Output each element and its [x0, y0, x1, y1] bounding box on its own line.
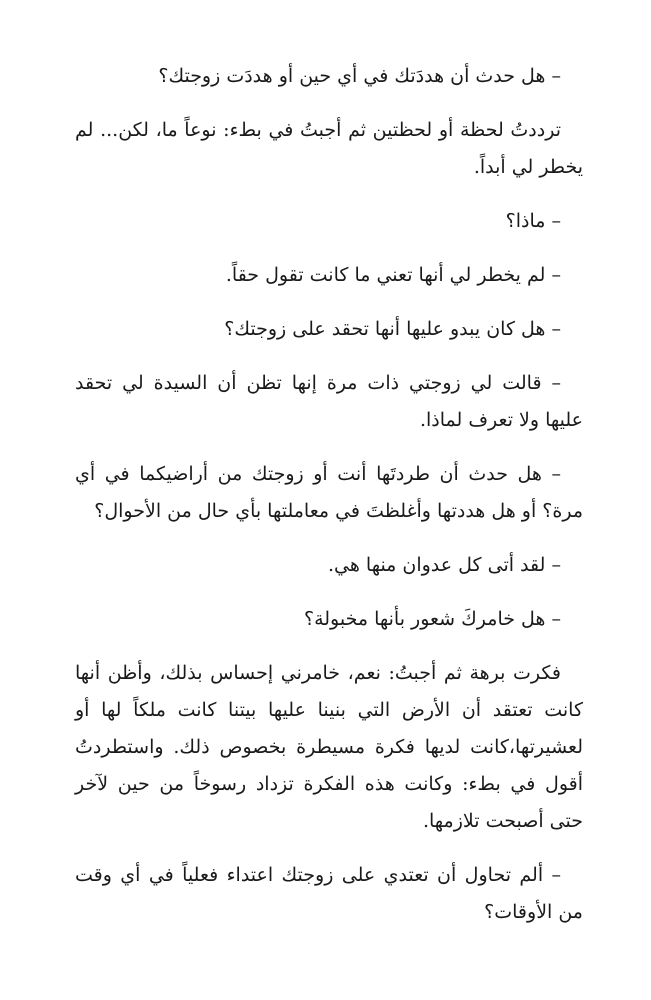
paragraph-7: – هل حدث أن طردتَها أنت أو زوجتك من أراضيكما في أي مرة؟ أو هل هددتها وأغلظتَ في معاملتها بأي حال من الأحوال؟ [75, 463, 583, 522]
paragraph-4: – لم يخطر لي أنها تعني ما كانت تقول حقاً. [225, 264, 561, 286]
paragraph-3: – ماذا؟ [505, 210, 561, 232]
paragraph-6: – قالت لي زوجتي ذات مرة إنها تظن أن السيدة لي تحقد عليها ولا تعرف لماذا. [75, 372, 583, 431]
paragraph-11: – ألم تحاول أن تعتدي على زوجتك اعتداء فعلياً في أي وقت من الأوقات؟ [75, 864, 583, 923]
paragraph-2: ترددتُ لحظة أو لحظتين ثم أجبتُ في بطء: نوعاً ما، لكن... لم يخطر لي أبداً. [75, 119, 583, 178]
paragraph-5: – هل كان يبدو عليها أنها تحقد على زوجتك؟ [224, 318, 561, 340]
paragraph-1: – هل حدث أن هددَتك في أي حين أو هددَت زوجتك؟ [158, 65, 561, 87]
paragraph-10: فكرت برهة ثم أجبتُ: نعم، خامرني إحساس بذلك، وأظن أنها كانت تعتقد أن الأرض التي بنينا عليها بيتنا كانت ملكاً لها أو لعشيرتها،كانت لديها فكرة مسيطرة بخصوص ذلك. واستطردتُ أقول في بطء: وكانت هذه الفكرة تزداد رسوخاً من حين لآخر حتى أصبحت تلازمها. [75, 662, 583, 832]
paragraph-9: – هل خامركَ شعور بأنها مخبولة؟ [303, 608, 561, 630]
book-page-text [75, 58, 583, 948]
paragraph-8: – لقد أتى كل عدوان منها هي. [327, 554, 561, 576]
